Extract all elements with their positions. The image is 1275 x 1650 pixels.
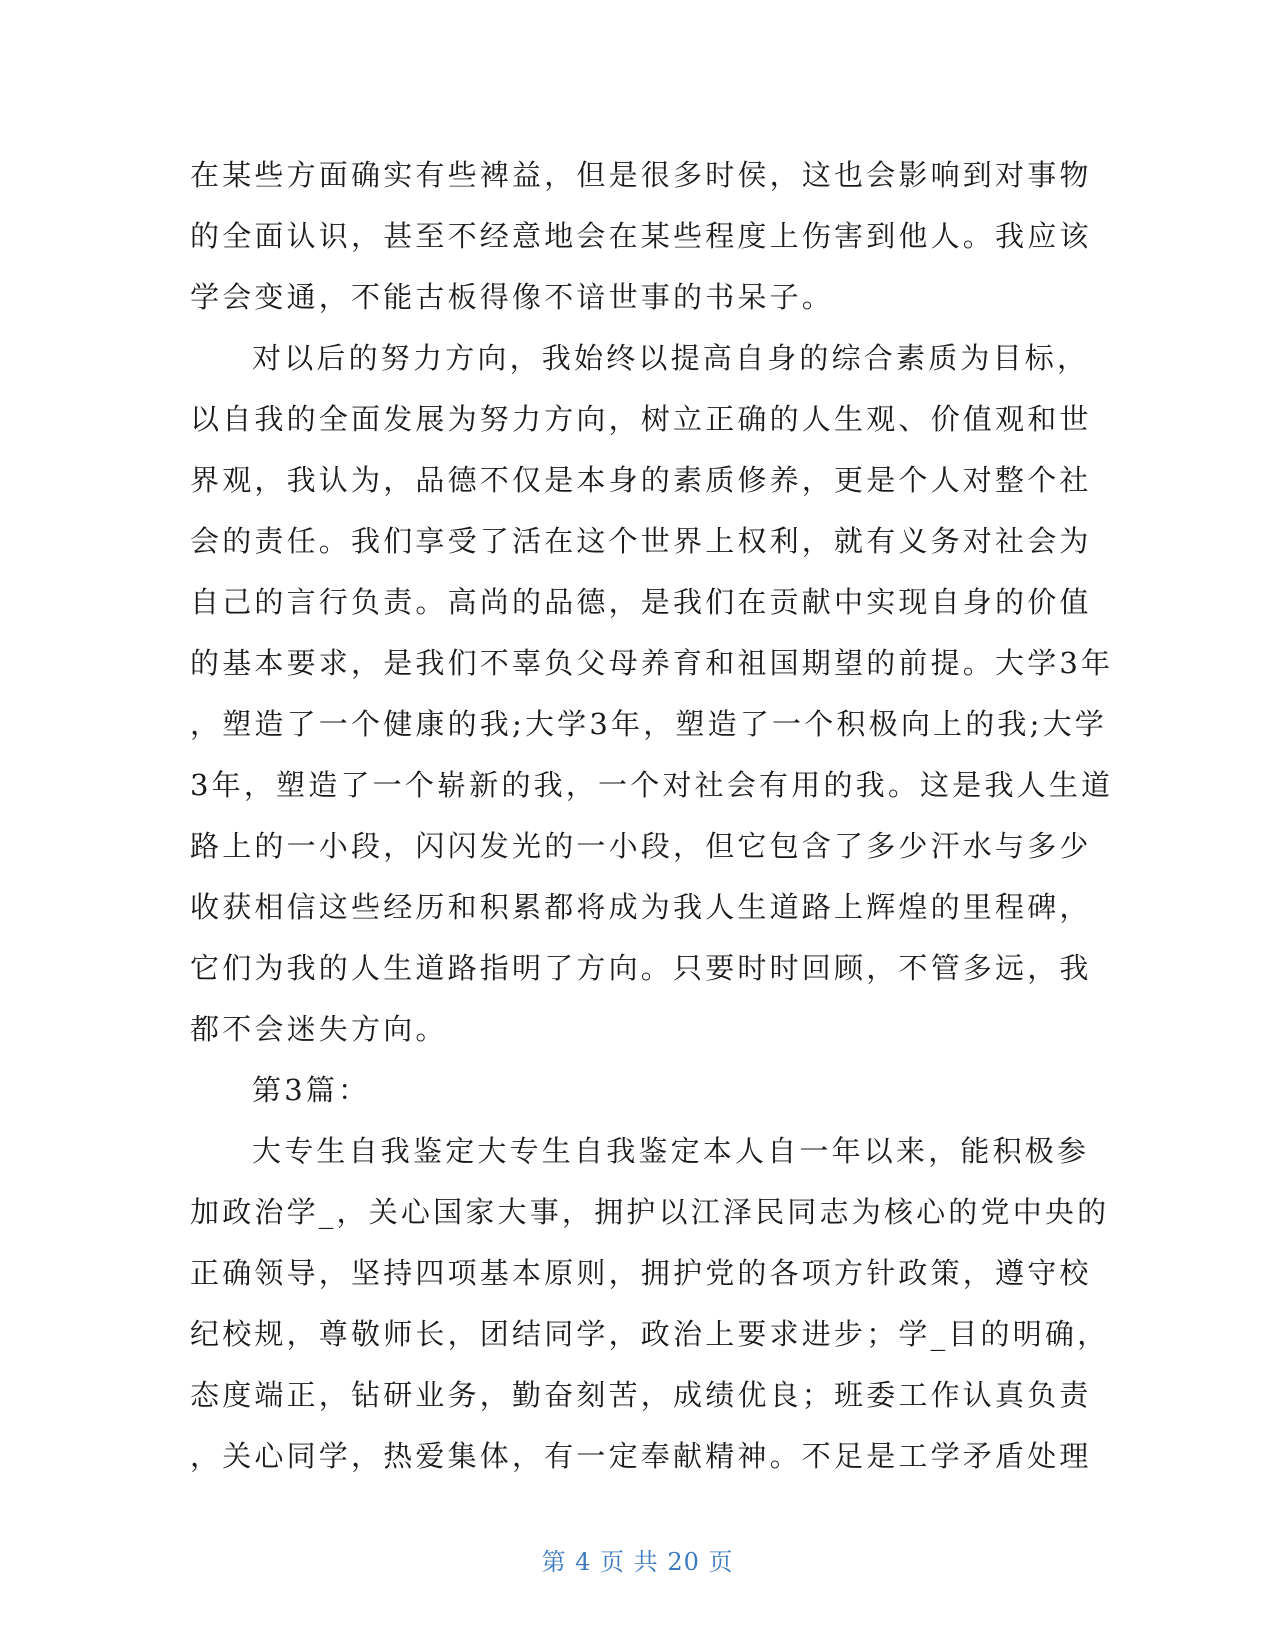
paragraph-3 — [190, 1121, 1110, 1487]
paragraph-2 — [190, 328, 1114, 1060]
text-line: 以自我的全面发展为努力方向，树立正确的人生观、价值观和世 — [190, 402, 1092, 436]
text-line: 在某些方面确实有些裨益，但是很多时侯，这也会影响到对事物 — [190, 158, 1092, 192]
text-line: 收获相信这些经历和积累都将成为我人生道路上辉煌的里程碑， — [190, 890, 1092, 924]
footer-current-page: 4 — [575, 1548, 592, 1576]
page-footer — [0, 1542, 1275, 1577]
section-title: 第3篇： — [252, 1073, 371, 1107]
footer-suffix: 页 — [708, 1548, 734, 1576]
footer-middle: 页 共 — [600, 1548, 659, 1576]
text-line: 都不会迷失方向。 — [190, 1012, 448, 1046]
text-line: 自己的言行负责。高尚的品德，是我们在贡献中实现自身的价值 — [190, 585, 1092, 619]
section-heading — [190, 1060, 1070, 1121]
text-line: 会的责任。我们享受了活在这个世界上权利，就有义务对社会为 — [190, 524, 1092, 558]
text-line: 学会变通，不能古板得像不谙世事的书呆子。 — [190, 280, 835, 314]
text-line: 加政治学_，关心国家大事，拥护以江泽民同志为核心的党中央的 — [190, 1195, 1110, 1229]
text-line: 纪校规，尊敬师长，团结同学，政治上要求进步；学_目的明确， — [190, 1317, 1110, 1351]
text-line: 路上的一小段，闪闪发光的一小段，但它包含了多少汗水与多少 — [190, 829, 1092, 863]
footer-prefix: 第 — [541, 1548, 567, 1576]
text-line: ，塑造了一个健康的我;大学3年，塑造了一个积极向上的我;大学 — [190, 707, 1107, 741]
text-line: 大专生自我鉴定大专生自我鉴定本人自一年以来，能积极参 — [252, 1134, 1090, 1168]
text-line: 的基本要求，是我们不辜负父母养育和祖国期望的前提。大学3年 — [190, 646, 1114, 680]
text-line: 态度端正，钻研业务，勤奋刻苦，成绩优良；班委工作认真负责 — [190, 1378, 1092, 1412]
text-line: 3年，塑造了一个崭新的我，一个对社会有用的我。这是我人生道 — [190, 768, 1114, 802]
text-line: ，关心同学，热爱集体，有一定奉献精神。不足是工学矛盾处理 — [190, 1439, 1092, 1473]
paragraph-1 — [190, 145, 1092, 328]
text-line: 的全面认识，甚至不经意地会在某些程度上伤害到他人。我应该 — [190, 219, 1092, 253]
text-line: 正确领导，坚持四项基本原则，拥护党的各项方针政策，遵守校 — [190, 1256, 1092, 1290]
text-line: 界观，我认为，品德不仅是本身的素质修养，更是个人对整个社 — [190, 463, 1092, 497]
page-body — [190, 145, 1114, 1487]
text-line: 对以后的努力方向，我始终以提高自身的综合素质为目标， — [252, 341, 1090, 375]
text-line: 它们为我的人生道路指明了方向。只要时时回顾，不管多远，我 — [190, 951, 1092, 985]
footer-total-pages: 20 — [667, 1548, 700, 1576]
